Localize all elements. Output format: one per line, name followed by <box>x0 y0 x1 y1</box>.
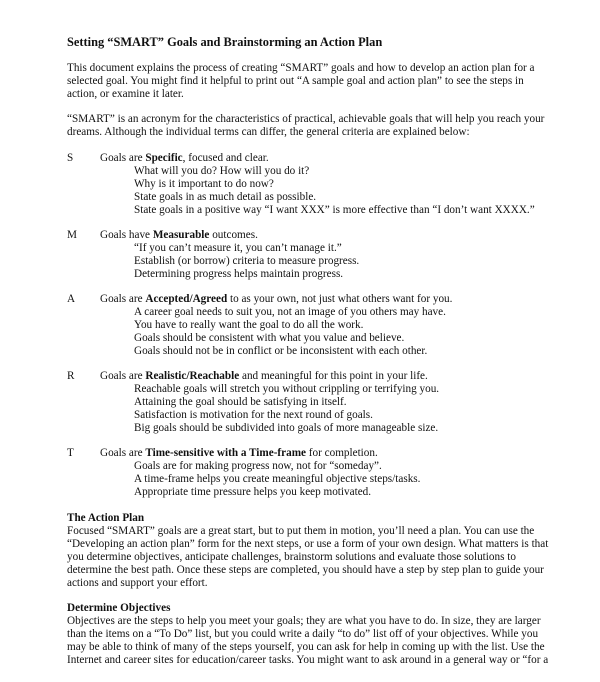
text-line: This document explains the process of creating “SMART” goals and how to develop an action plan for a <box>67 62 535 74</box>
text-line: action, or examine it later. <box>67 88 184 100</box>
criterion-keyword: Time-sensitive with a Time-frame <box>145 447 306 459</box>
criterion-point: Why is it important to do now? <box>134 178 274 190</box>
criterion-points <box>134 165 535 217</box>
criterion-point: “If you can’t measure it, you can’t manage it.” <box>134 242 342 254</box>
criterion-point: Satisfaction is motivation for the next round of goals. <box>134 409 373 421</box>
criterion-point: State goals in a positive way “I want XXX” is more effective than “I don’t want XXXX.” <box>134 204 535 216</box>
criterion-point: Goals should be consistent with what you value and believe. <box>134 332 405 344</box>
text-line: “Developing an action plan” form for the next steps, or use a form of your own design. What matters is that <box>67 538 549 550</box>
criterion-letter: S <box>67 152 74 164</box>
text-line: Objectives are the steps to help you meet your goals; they are what you have to do. In size, they are larger <box>67 615 541 627</box>
text-line: dreams. Although the individual terms can differ, the general criteria are explained below: <box>67 126 470 138</box>
criterion-point: Establish (or borrow) criteria to measure progress. <box>134 255 360 267</box>
criterion-point: What will you do? How will you do it? <box>134 165 310 177</box>
criterion-point: Appropriate time pressure helps you keep motivated. <box>134 486 372 498</box>
criterion-keyword: Realistic/Reachable <box>145 370 240 382</box>
text-line: selected goal. You might find it helpful to print out “A sample goal and action plan” to see the steps in <box>67 75 524 87</box>
criterion-point: A time-frame helps you create meaningful objective steps/tasks. <box>134 473 421 485</box>
objectives-heading: Determine Objectives <box>67 602 171 614</box>
criterion-points <box>134 383 439 435</box>
criterion-points <box>134 460 420 499</box>
objectives-paragraph <box>67 615 567 667</box>
criterion-point: Determining progress helps maintain progress. <box>134 268 344 280</box>
text-line: Focused “SMART” goals are a great start, but to put them in motion, you’ll need a plan. You can use the <box>67 525 535 537</box>
criterion-point: Attaining the goal should be satisfying in itself. <box>134 396 347 408</box>
smart-intro-paragraph <box>67 113 567 139</box>
text-line: may be able to think of many of the steps yourself, you can ask for help in coming up with the list. Use the <box>67 641 545 653</box>
text-line: Internet and career sites for education/career tasks. You might want to ask around in a general way or “for a <box>67 654 549 666</box>
text-line: “SMART” is an acronym for the characteristics of practical, achievable goals that will help you reach your <box>67 113 545 125</box>
text-line: than the items on a “To Do” list, but you could write a daily “to do” list off of your objectives. While you <box>67 628 539 640</box>
criterion-point: You have to really want the goal to do all the work. <box>134 319 364 331</box>
criterion-heading: Goals are Realistic/Reachable and meaningful for this point in your life. <box>100 370 428 382</box>
criterion-heading: Goals have Measurable outcomes. <box>100 229 258 241</box>
action-plan-heading: The Action Plan <box>67 512 145 524</box>
criterion-point: Goals should not be in conflict or be inconsistent with each other. <box>134 345 428 357</box>
intro-paragraph <box>67 62 567 101</box>
criterion-heading: Goals are Time-sensitive with a Time-frame for completion. <box>100 447 378 459</box>
criterion-keyword: Measurable <box>152 229 210 241</box>
criterion-point: Goals are for making progress now, not for “someday”. <box>134 460 382 472</box>
criterion-keyword: Accepted/Agreed <box>145 293 228 305</box>
text-line: determine the best path. Once these steps are completed, you should have a step by step plan to guide your <box>67 564 544 576</box>
criterion-points <box>134 242 359 281</box>
page-title: Setting “SMART” Goals and Brainstorming an Action Plan <box>67 35 383 49</box>
criterion-point: A career goal needs to suit you, not an image of you others may have. <box>134 306 446 318</box>
criterion-point: Reachable goals will stretch you without crippling or terrifying you. <box>134 383 440 395</box>
text-line: you determine objectives, anticipate challenges, brainstorm solutions and evaluate those solutions to <box>67 551 516 563</box>
criterion-letter: R <box>67 370 75 382</box>
criterion-letter: T <box>67 447 74 459</box>
criterion-keyword: Specific <box>145 152 183 164</box>
criterion-point: State goals in as much detail as possible. <box>134 191 317 203</box>
criterion-points <box>134 306 446 358</box>
criterion-heading: Goals are Accepted/Agreed to as your own, not just what others want for you. <box>100 293 453 305</box>
criterion-letter: M <box>67 229 77 241</box>
criterion-point: Big goals should be subdivided into goals of more manageable size. <box>134 422 439 434</box>
criterion-heading: Goals are Specific, focused and clear. <box>100 152 269 164</box>
criterion-letter: A <box>67 293 76 305</box>
action-plan-paragraph <box>67 525 567 590</box>
text-line: actions and support your effort. <box>67 577 208 589</box>
